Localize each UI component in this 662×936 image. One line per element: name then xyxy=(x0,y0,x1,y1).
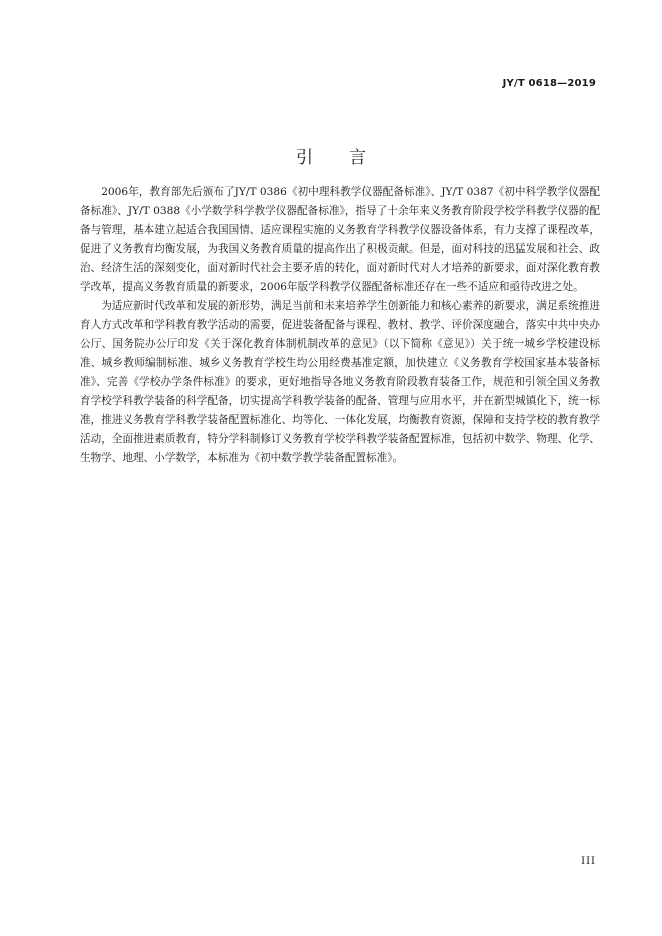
page-title: 引言 xyxy=(296,148,402,168)
standard-code: JY/T 0618—2019 xyxy=(502,78,596,89)
paragraph: 2006年，教育部先后颁布了JY/T 0386《初中理科教学仪器配备标准》、JY/T 0387《初中科学教学仪器配备标准》、JY/T 0388《小学数学科学教学仪器配备标准》，指导了十余年来义务教育阶段学校学科教学仪器的配备与管理，基本建立起适合我国国情、适应课程实施的义务教育学科教学仪器设备体系，有力支撑了课程改革，促进了义务教育均衡发展，为我国义务教育质量的提高作出了积极贡献。但是，面对科技的迅猛发展和社会、政治、经济生活的深刻变化，面对新时代社会主要矛盾的转化，面对新时代对人才培养的新要求，面对深化教育教学改革，提高义务教育质量的新要求，2006年版学科教学仪器配备标准还存在一些不适应和亟待改进之处。 xyxy=(80,186,600,293)
paragraph: 为适应新时代改革和发展的新形势，满足当前和未来培养学生创新能力和核心素养的新要求，满足系统推进育人方式改革和学科教育教学活动的需要，促进装备配备与课程、教材、教学、评价深度融合，落实中共中央办公厅、国务院办公厅印发《关于深化教育体制机制改革的意见》（以下简称《意见》）关于统一城乡学校建设标准、城乡教师编制标准、城乡义务教育学校生均公用经费基准定额，加快建立《义务教育学校国家基本装备标准》、完善《学校办学条件标准》的要求，更好地指导各地义务教育阶段教育装备工作，规范和引领全国义务教育学校学科教学装备的科学配备，切实提高学科教学装备的配备、管理与应用水平，并在新型城镇化下，统一标准，推进义务教育学科教学装备配置标准化、均等化、一体化发展，均衡教育资源，保障和支持学校的教育教学活动，全面推进素质教育，特分学科制修订义务教育学校学科教学装备配置标准，包括初中数学、物理、化学、生物学、地理、小学数学，本标准为《初中数学教学装备配置标准》。 xyxy=(80,300,600,464)
page-number: III xyxy=(581,856,596,867)
body-text xyxy=(80,183,600,468)
